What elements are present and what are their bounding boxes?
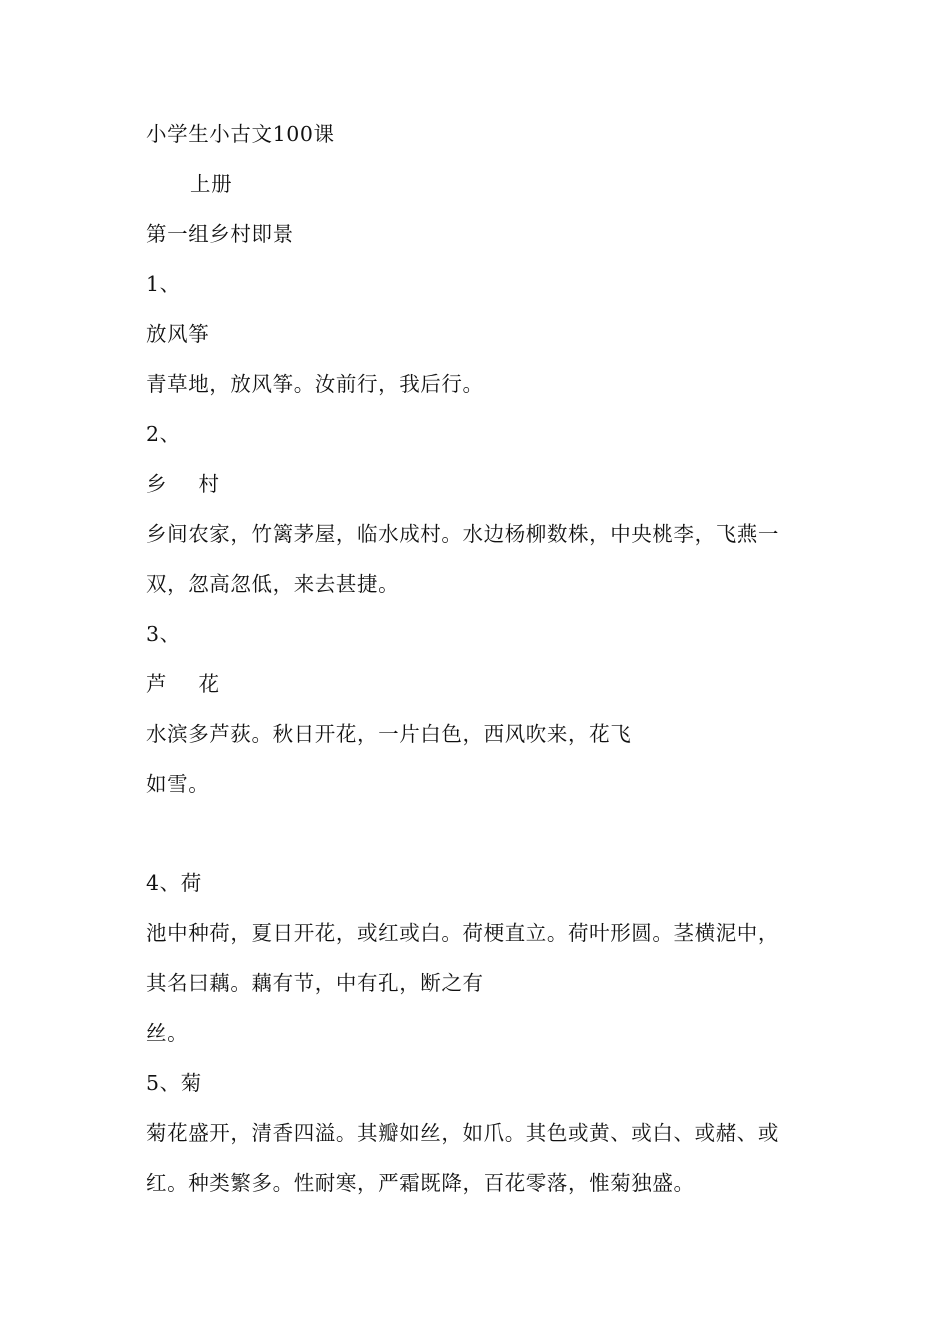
lesson-5-text-line-2: 红。种类繁多。性耐寒，严霜既降，百花零落，惟菊独盛。 xyxy=(146,1171,695,1195)
lesson-1-text-line-1: 青草地，放风筝。汝前行，我后行。 xyxy=(146,372,484,396)
lesson-1-number: 1、 xyxy=(146,272,181,296)
document-title: 小学生小古文100课 xyxy=(146,122,335,146)
lesson-5-heading: 5、菊 xyxy=(146,1071,202,1095)
lesson-1-title: 放风筝 xyxy=(146,322,210,346)
lesson-2-text-line-2: 双，忽高忽低，来去甚捷。 xyxy=(146,572,400,596)
lesson-4-text-line-2: 其名曰藕。藕有节，中有孔，断之有 xyxy=(146,971,484,995)
lesson-4-text-line-3: 丝。 xyxy=(146,1021,189,1045)
lesson-2-title xyxy=(146,470,219,498)
lesson-2-text-line-1: 乡间农家，竹篱茅屋，临水成村。水边杨柳数株，中央桃李，飞燕一 xyxy=(146,522,779,546)
lesson-3-text-line-2: 如雪。 xyxy=(146,772,210,796)
lesson-3-title-char-1: 芦 xyxy=(146,672,167,696)
lesson-3-title-char-2: 花 xyxy=(198,672,219,696)
lesson-3-title xyxy=(146,670,219,698)
group-heading: 第一组乡村即景 xyxy=(146,222,294,246)
lesson-2-title-char-2: 村 xyxy=(198,472,219,496)
lesson-4-heading: 4、荷 xyxy=(146,871,202,895)
lesson-2-number: 2、 xyxy=(146,422,181,446)
volume-label: 上册 xyxy=(190,172,233,196)
lesson-5-text-line-1: 菊花盛开，清香四溢。其瓣如丝，如爪。其色或黄、或白、或赭、或 xyxy=(146,1121,779,1145)
lesson-2-title-char-1: 乡 xyxy=(146,472,167,496)
lesson-3-number: 3、 xyxy=(146,622,181,646)
lesson-4-text-line-1: 池中种荷，夏日开花，或红或白。荷梗直立。荷叶形圆。茎横泥中， xyxy=(146,921,779,945)
lesson-3-text-line-1: 水滨多芦荻。秋日开花，一片白色，西风吹来，花飞 xyxy=(146,722,632,746)
